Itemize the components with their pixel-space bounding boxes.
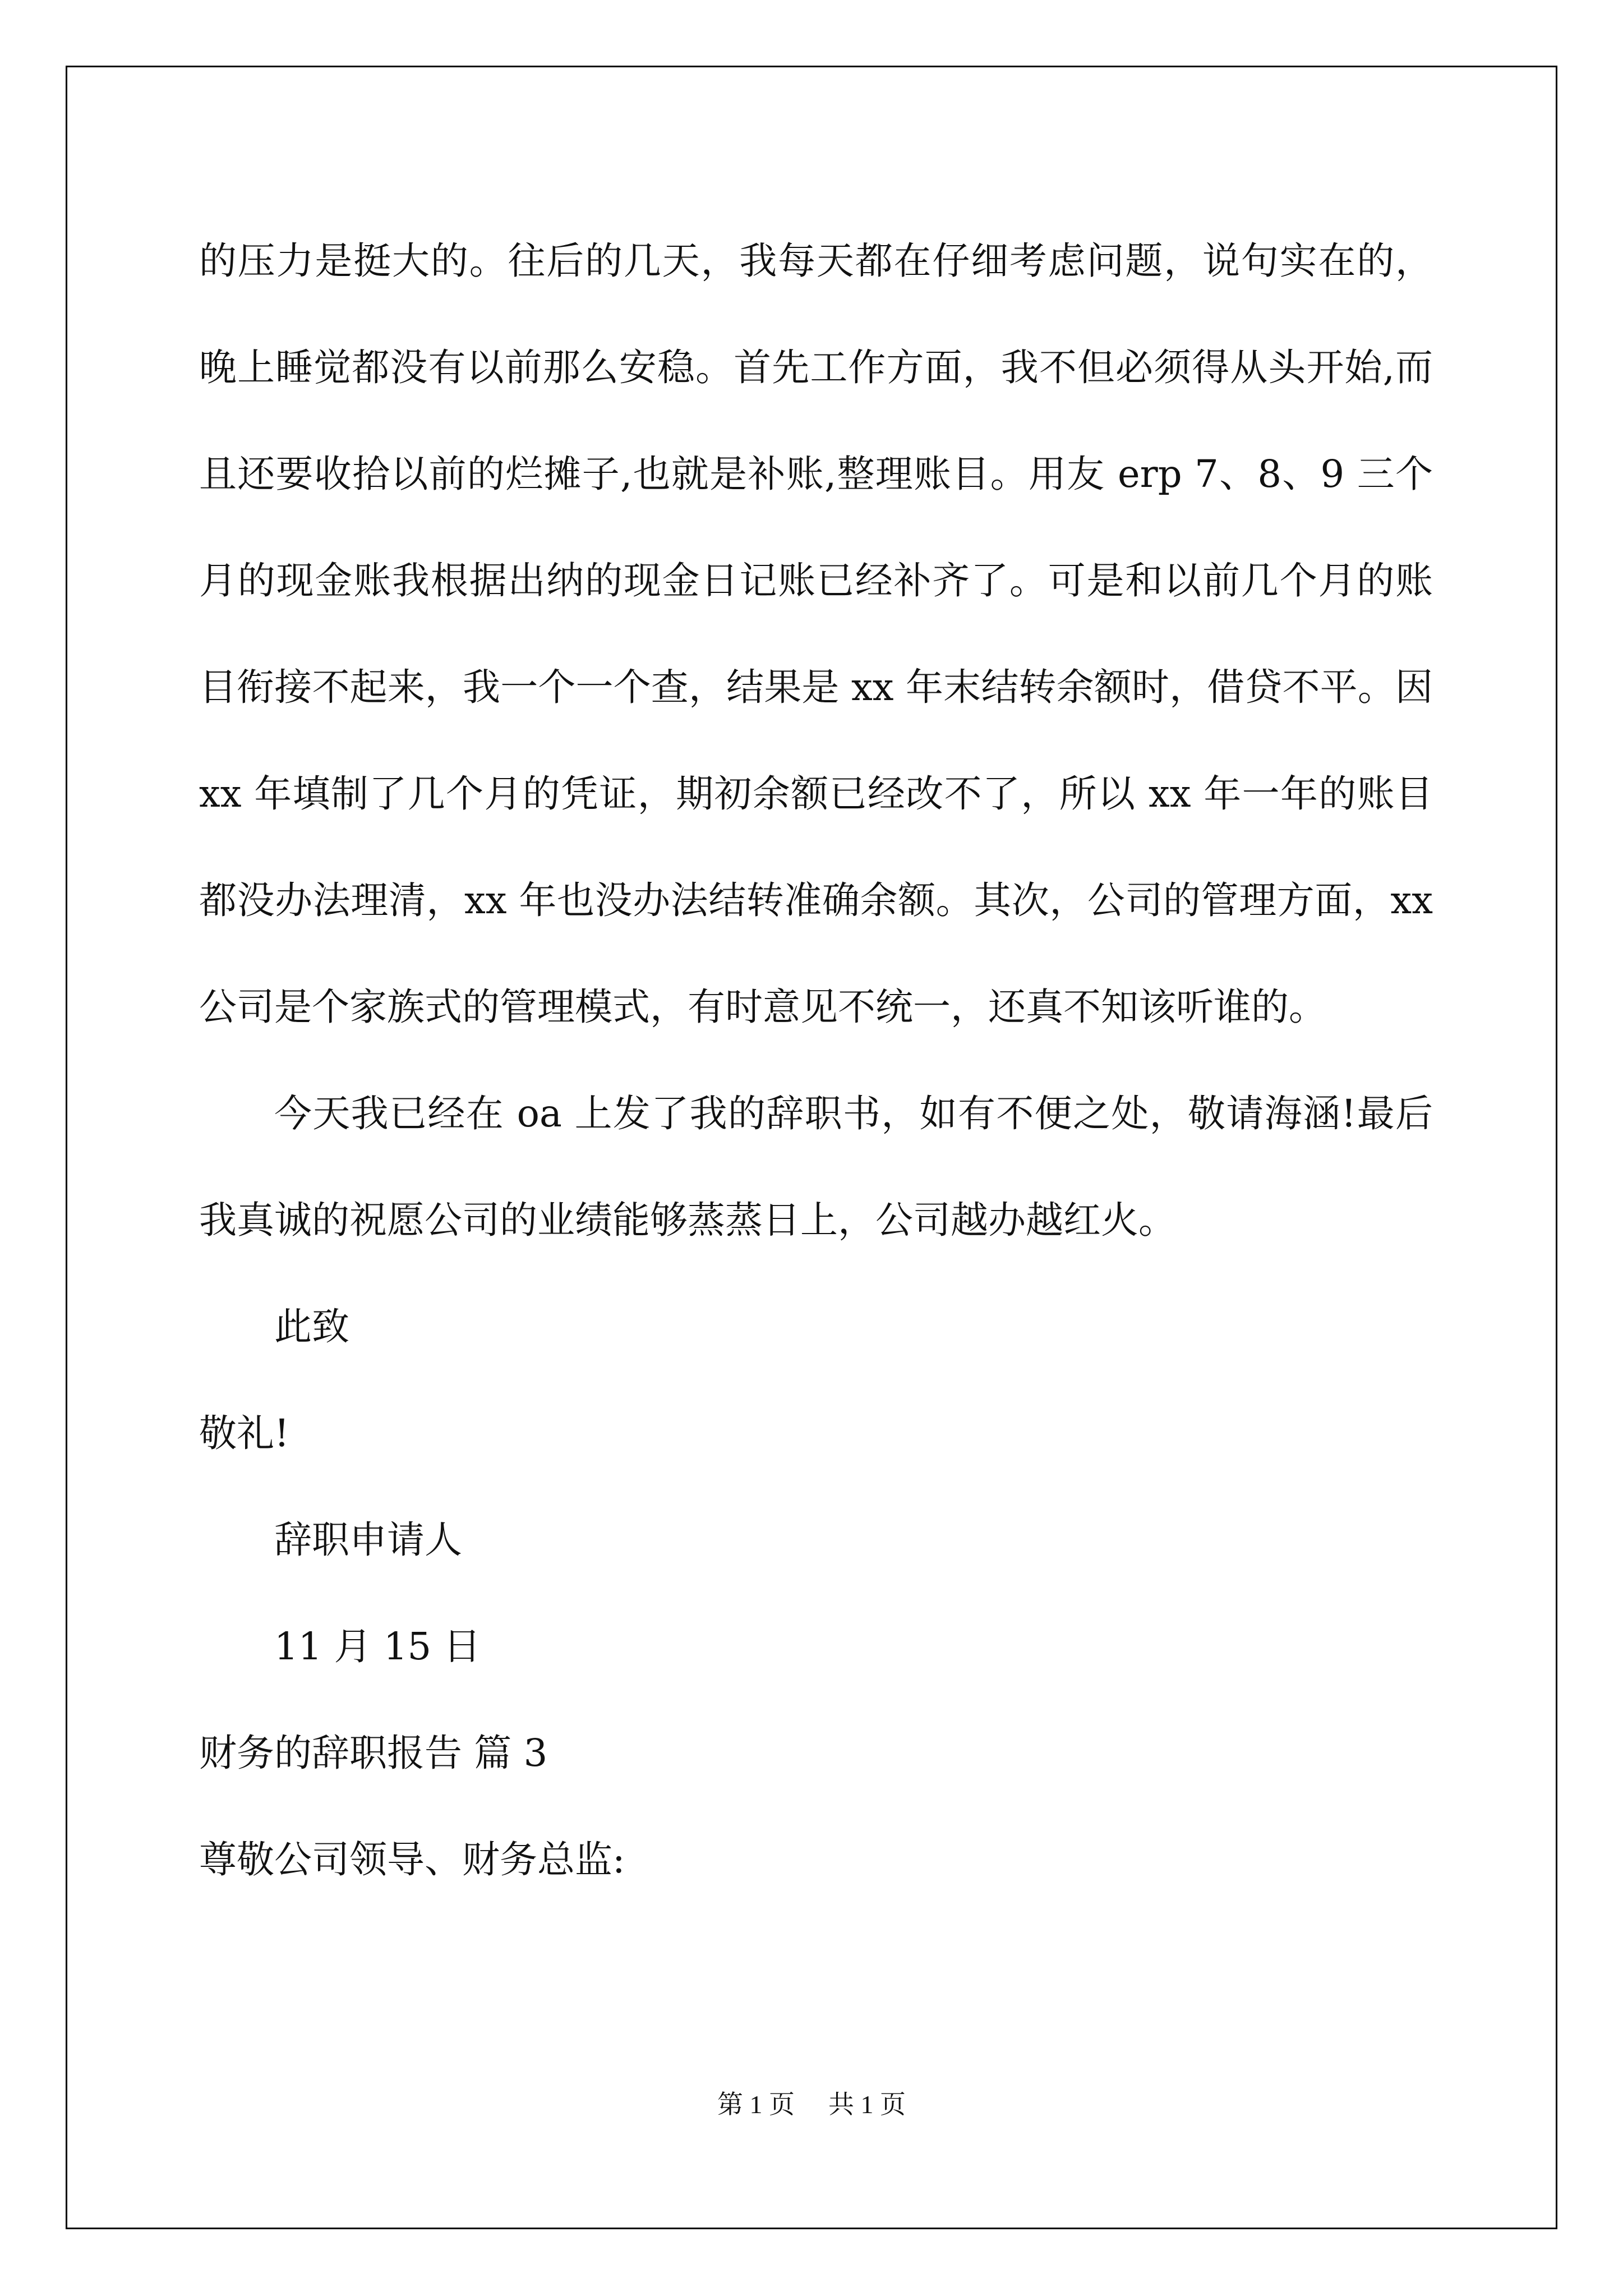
paragraph-resignation-notice: 今天我已经在 oa 上发了我的辞职书，如有不便之处，敬请海涵!最后我真诚的祝愿公司的业绩能够蒸蒸日上，公司越办越红火。 xyxy=(199,1092,1433,1242)
closing-salutation: 此致 xyxy=(274,1305,349,1349)
page-number: 第 1 页 xyxy=(717,2090,795,2119)
paragraph-resignation-reasons: 的压力是挺大的。往后的几天，我每天都在仔细考虑问题，说句实在的，晚上睡觉都没有以前那么安稳。首先工作方面，我不但必须得从头开始,而且还要收拾以前的烂摊子,也就是补账,整理账目。用友 erp 7、8、9 三个月的现金账我根据出纳的现金日记账已经补齐了。可是和以前几个月的账目衔接不起来，我一个一个查，结果是 xx 年末结转余额时，借贷不平。因 xx 年填制了几个月的凭证，期初余额已经改不了，所以 xx 年一年的账目都没办法理清，xx 年也没办法结转准确余额。其次，公司的管理方面，xx 公司是个家族式的管理模式，有时意见不统一，还真不知该听谁的。 xyxy=(199,239,1433,1029)
closing-respect: 敬礼! xyxy=(199,1411,289,1455)
page-footer xyxy=(0,2084,1623,2121)
section-heading: 财务的辞职报告 篇 3 xyxy=(199,1731,548,1775)
letter-greeting: 尊敬公司领导、财务总监: xyxy=(199,1838,625,1881)
signature-applicant: 辞职申请人 xyxy=(274,1518,462,1562)
document-body xyxy=(199,208,1433,1913)
page-total: 共 1 页 xyxy=(828,2090,906,2119)
signature-date: 11 月 15 日 xyxy=(274,1625,481,1668)
